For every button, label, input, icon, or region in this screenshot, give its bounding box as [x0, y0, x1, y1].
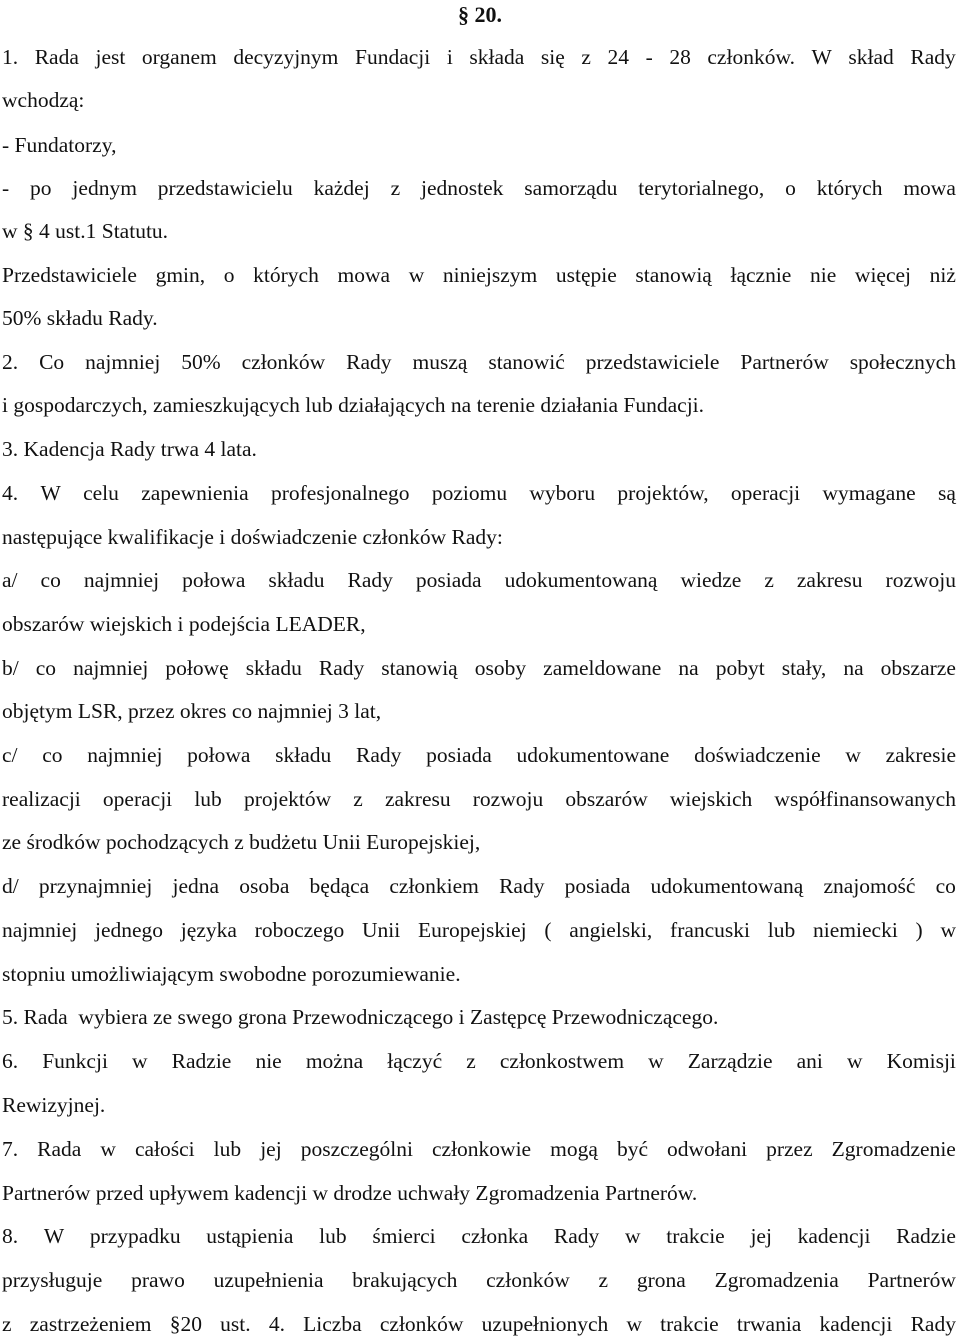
word: przypadku [89, 1224, 181, 1248]
word: mowa [337, 263, 391, 287]
text-line [2, 1266, 956, 1294]
word: poszczególni [300, 1137, 413, 1161]
word: każdej [313, 176, 370, 200]
word: połowę [165, 656, 229, 680]
word: prawo [131, 1268, 185, 1292]
text-line [2, 872, 956, 900]
word: organem [141, 45, 217, 69]
word: udokumentowaną [650, 874, 804, 898]
word: składa [469, 45, 525, 69]
text-line [2, 1047, 956, 1075]
word: można [305, 1049, 364, 1073]
word: realizacji [2, 787, 81, 811]
word: pobyt [715, 656, 765, 680]
word: najmniej [83, 568, 160, 592]
word: ( [544, 918, 552, 942]
word: uzupełnionych [481, 1312, 609, 1336]
word: o [223, 263, 235, 287]
word: 8. [2, 1224, 19, 1248]
word: członkowie [432, 1137, 532, 1161]
word: łącznie [730, 263, 792, 287]
word: uzupełnienia [213, 1268, 324, 1292]
word: Rada [37, 1137, 82, 1161]
word: 4. [2, 481, 19, 505]
word: Przedstawiciele [2, 263, 137, 287]
word: rozwoju [885, 568, 956, 592]
word: o [785, 176, 796, 200]
text-line [2, 261, 956, 289]
word: ani [796, 1049, 823, 1073]
word: grona [636, 1268, 686, 1292]
word: Rady [553, 1224, 600, 1248]
word: Zarządzie [687, 1049, 773, 1073]
word: w [626, 1312, 642, 1336]
word: posiada [415, 568, 482, 592]
word: wiedze [680, 568, 742, 592]
text-line: stopniu umożliwiającym swobodne porozumiewanie. [2, 962, 461, 986]
text-line [2, 916, 956, 944]
word: na [843, 656, 864, 680]
word: zakresie [885, 743, 956, 767]
word: c/ [2, 743, 18, 767]
word: profesjonalnego [270, 481, 410, 505]
word: trakcie [666, 1224, 725, 1248]
word: nie [255, 1049, 282, 1073]
text-line: ze środków pochodzących z budżetu Unii Europejskiej, [2, 830, 481, 854]
word: członków [379, 1312, 464, 1336]
word: łączyć [387, 1049, 443, 1073]
text-line: 50% składu Rady. [2, 306, 158, 330]
word: posiada [564, 874, 631, 898]
word: decyzyjnym [233, 45, 339, 69]
word: co [935, 874, 956, 898]
word: udokumentowaną [504, 568, 658, 592]
word: ustąpienia [206, 1224, 294, 1248]
word: Radzie [896, 1224, 956, 1248]
text-line [2, 785, 956, 813]
text-line: 5. Rada wybiera ze swego grona Przewodniczącego i Zastępcę Przewodniczącego. [2, 1005, 719, 1029]
word: najmniej [2, 918, 78, 942]
word: najmniej [73, 656, 149, 680]
word: mogą [550, 1137, 598, 1161]
word: roboczego [254, 918, 345, 942]
word: rozwoju [472, 787, 544, 811]
word: Partnerów [740, 350, 829, 374]
word: lub [319, 1224, 347, 1248]
word: w [100, 1137, 116, 1161]
word: w [132, 1049, 148, 1073]
text-line [2, 43, 956, 71]
word: co [42, 743, 63, 767]
word: niż [929, 263, 956, 287]
word: 7. [2, 1137, 19, 1161]
word: całości [134, 1137, 195, 1161]
text-line: i gospodarczych, zamieszkujących lub działających na terenie działania Fundacji. [2, 393, 705, 417]
word: stały, [781, 656, 827, 680]
word: w [625, 1224, 641, 1248]
word: trwania [736, 1312, 802, 1336]
word: doświadczenie [694, 743, 821, 767]
word: przysługuje [2, 1268, 103, 1292]
word: członków [486, 1268, 570, 1292]
text-line [2, 348, 956, 376]
word: przez [766, 1137, 813, 1161]
word: Unii [361, 918, 401, 942]
word: stanowią [635, 263, 712, 287]
word: Liczba [303, 1312, 362, 1336]
word: członka [461, 1224, 529, 1248]
word: angielski, [569, 918, 653, 942]
word: operacji [730, 481, 801, 505]
word: Co [39, 350, 65, 374]
word: Partnerów [867, 1268, 956, 1292]
word: członkiem [389, 874, 479, 898]
word: członków. [707, 45, 795, 69]
word: jest [95, 45, 126, 69]
word: znajomość [823, 874, 916, 898]
word: co [40, 568, 61, 592]
word: jednego [94, 918, 164, 942]
word: projektów [243, 787, 332, 811]
word: składu [268, 568, 325, 592]
word: niniejszym [442, 263, 538, 287]
word: najmniej [87, 743, 163, 767]
word: skład [848, 45, 894, 69]
word: członków [241, 350, 326, 374]
word: przedstawicielu [157, 176, 293, 200]
word: i [446, 45, 453, 69]
word: terytorialnego, [638, 176, 765, 200]
text-line: wchodzą: [2, 88, 85, 112]
word: trakcie [660, 1312, 719, 1336]
word: jej [260, 1137, 282, 1161]
word: Rada [34, 45, 79, 69]
text-line [2, 479, 956, 507]
text-line: Partnerów przed upływem kadencji w drodze uchwały Zgromadzenia Partnerów. [2, 1181, 698, 1205]
word: składu [275, 743, 332, 767]
word: nie [810, 263, 837, 287]
text-line: następujące kwalifikacje i doświadczenie członków Rady: [2, 525, 503, 549]
word: wyboru [529, 481, 596, 505]
word: najmniej [85, 350, 161, 374]
text-line [2, 1222, 956, 1250]
word: osoba [239, 874, 290, 898]
word: Rady [910, 45, 956, 69]
word: gmin, [155, 263, 206, 287]
word: 24 [607, 45, 629, 69]
word: ustępie [555, 263, 617, 287]
word: Rady [346, 350, 392, 374]
word: a/ [2, 568, 18, 592]
section-heading: § 20. [458, 2, 502, 27]
word: Zgromadzenia [714, 1268, 839, 1292]
word: Radzie [171, 1049, 232, 1073]
word: Rady [318, 656, 365, 680]
text-line [2, 654, 956, 682]
word: w [408, 263, 425, 287]
word: odwołani [667, 1137, 748, 1161]
word: operacji [102, 787, 173, 811]
word: 6. [2, 1049, 19, 1073]
word: których [816, 176, 883, 200]
word: są [937, 481, 956, 505]
word: poziomu [431, 481, 508, 505]
text-line: w § 4 ust.1 Statutu. [2, 219, 169, 243]
word: kadencji [797, 1224, 871, 1248]
word: Europejskiej [417, 918, 527, 942]
word: Rady [499, 874, 545, 898]
word: Funkcji [42, 1049, 108, 1073]
word: Rady [347, 568, 393, 592]
word: z [764, 568, 774, 592]
word: w [845, 743, 861, 767]
word: jej [750, 1224, 772, 1248]
word: być [616, 1137, 648, 1161]
text-line [2, 741, 956, 769]
word: Fundacji [354, 45, 431, 69]
word: w [940, 918, 956, 942]
word: obszarów [565, 787, 648, 811]
word: z [598, 1268, 609, 1292]
word: muszą [412, 350, 468, 374]
word: 1. [2, 45, 19, 69]
word: będąca [309, 874, 370, 898]
word: - [2, 176, 10, 200]
word: stanowić [488, 350, 565, 374]
word: się [540, 45, 565, 69]
word: śmierci [372, 1224, 436, 1248]
word: z [466, 1049, 476, 1073]
word: zakresu [384, 787, 451, 811]
word: języka [180, 918, 237, 942]
word: celu [83, 481, 119, 505]
word: 50% [181, 350, 221, 374]
word: składu [245, 656, 302, 680]
word: W [43, 1224, 65, 1248]
text-line: obszarów wiejskich i podejścia LEADER, [2, 612, 366, 636]
word: członkostwem [499, 1049, 625, 1073]
word: niemiecki [813, 918, 898, 942]
word: ust. [220, 1312, 251, 1336]
word: połowa [182, 568, 246, 592]
text-line: objętym LSR, przez okres co najmniej 3 lat, [2, 699, 382, 723]
word: zameldowane [543, 656, 662, 680]
word: francuski [670, 918, 751, 942]
text-line [2, 174, 956, 202]
text-line: Rewizyjnej. [2, 1093, 106, 1117]
word: Zgromadzenie [831, 1137, 956, 1161]
word: posiada [426, 743, 492, 767]
word: Komisji [886, 1049, 956, 1073]
text-line: - Fundatorzy, [2, 133, 117, 157]
word: kadencji [819, 1312, 893, 1336]
word: z [353, 787, 363, 811]
word: osoby [474, 656, 527, 680]
word: samorządu [524, 176, 618, 200]
word: zastrzeżeniem [29, 1312, 152, 1336]
text-line [2, 566, 956, 594]
text-line [2, 1310, 956, 1338]
word: jedna [172, 874, 220, 898]
word: jednostek [421, 176, 504, 200]
word: z [581, 45, 591, 69]
word: po [30, 176, 52, 200]
word: 2. [2, 350, 19, 374]
word: mowa [903, 176, 956, 200]
word: - [645, 45, 653, 69]
word: przedstawiciele [585, 350, 720, 374]
word: d/ [2, 874, 19, 898]
word: z [2, 1312, 12, 1336]
word: §20 [169, 1312, 202, 1336]
word: 4. [268, 1312, 285, 1336]
word: przynajmniej [38, 874, 153, 898]
word: lub [213, 1137, 242, 1161]
word: b/ [2, 656, 19, 680]
word: współfinansowanych [774, 787, 956, 811]
word: W [40, 481, 61, 505]
word: stanowią [381, 656, 458, 680]
word: obszarze [880, 656, 956, 680]
word: ) [915, 918, 923, 942]
word: wymagane [822, 481, 916, 505]
word: udokumentowane [516, 743, 670, 767]
word: zakresu [796, 568, 863, 592]
word: projektów, [617, 481, 709, 505]
word: wiejskich [669, 787, 753, 811]
word: brakujących [352, 1268, 458, 1292]
word: co [35, 656, 57, 680]
text-line: 3. Kadencja Rady trwa 4 lata. [2, 437, 257, 461]
word: Rady [356, 743, 402, 767]
text-line [2, 1135, 956, 1163]
word: zapewnienia [141, 481, 249, 505]
word: W [811, 45, 832, 69]
word: z [390, 176, 401, 200]
word: których [253, 263, 319, 287]
word: więcej [854, 263, 912, 287]
word: połowa [187, 743, 251, 767]
word: społecznych [849, 350, 956, 374]
word: jednym [72, 176, 137, 200]
word: 28 [669, 45, 691, 69]
word: w [846, 1049, 863, 1073]
word: Rady [910, 1312, 956, 1336]
word: lub [767, 918, 796, 942]
word: w [648, 1049, 664, 1073]
word: na [678, 656, 699, 680]
word: lub [194, 787, 222, 811]
